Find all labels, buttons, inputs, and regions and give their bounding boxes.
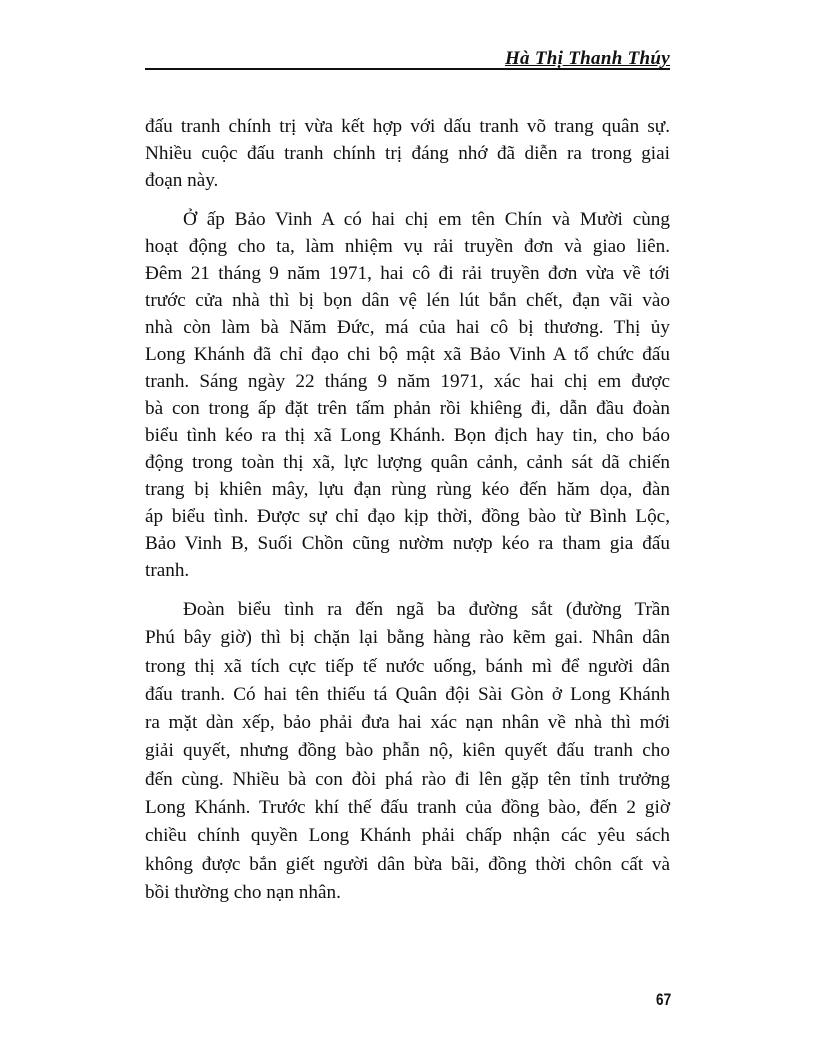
text-line: Đêm 21 tháng 9 năm 1971, hai cô đi rải truyền đơn vừa về tới [145, 263, 670, 284]
text-line: đến cùng. Nhiều bà con đòi phá rào đi lên gặp tên tỉnh trưởng [145, 768, 670, 790]
text-line: trước cửa nhà thì bị bọn dân vệ lén lút bắn chết, đạn vãi vào [145, 290, 670, 311]
text-line: động trong toàn thị xã, lực lượng quân cảnh, cảnh sát dã chiến [145, 452, 670, 473]
running-header [145, 44, 670, 70]
body-text [145, 113, 670, 919]
text-line: nhà còn làm bà Năm Đức, má của hai cô bị thương. Thị ủy [145, 317, 670, 338]
text-line: biểu tình kéo ra thị xã Long Khánh. Bọn địch hay tin, cho báo [145, 425, 670, 446]
page-number: 67 [656, 990, 672, 1009]
text-line: tranh. [145, 560, 190, 581]
text-line: giải quyết, nhưng đồng bào phẫn nộ, kiên quyết đấu tranh cho [145, 740, 670, 762]
text-line: Nhiều cuộc đấu tranh chính trị đáng nhớ đã diễn ra trong giai [145, 143, 670, 164]
text-line: Đoàn biểu tình ra đến ngã ba đường sắt (đường Trần [183, 599, 670, 620]
text-line: Bảo Vinh B, Suối Chồn cũng nườm nượp kéo ra tham gia đấu [145, 533, 670, 554]
text-line: trang bị khiên mây, lựu đạn rùng rùng kéo đến hăm dọa, đàn [145, 479, 670, 500]
text-line: tranh. Sáng ngày 22 tháng 9 năm 1971, xác hai chị em được [145, 371, 670, 392]
text-line: áp biểu tình. Được sự chỉ đạo kịp thời, đồng bào từ Bình Lộc, [145, 506, 670, 527]
paragraph [145, 113, 670, 194]
text-line: Phú bây giờ) thì bị chặn lại bằng hàng rào kẽm gai. Nhân dân [145, 627, 670, 649]
paragraph [145, 206, 670, 584]
paragraph [145, 596, 670, 907]
text-line: đoạn này. [145, 170, 219, 191]
text-line: đấu tranh chính trị vừa kết hợp với dấu tranh võ trang quân sự. [145, 116, 670, 137]
text-line: Long Khánh đã chỉ đạo chi bộ mật xã Bảo Vinh A tổ chức đấu [145, 344, 670, 365]
running-title: Hà Thị Thanh Thúy [504, 48, 670, 69]
text-line: chiều chính quyền Long Khánh phải chấp nhận các yêu sách [145, 825, 670, 847]
text-line: ra mặt dàn xếp, bảo phải đưa hai xác nạn nhân về nhà thì mới [145, 712, 670, 734]
text-line: bà con trong ấp đặt trên tấm phản rồi khiêng đi, dẫn đầu đoàn [145, 398, 670, 419]
text-line: Ở ấp Bảo Vinh A có hai chị em tên Chín và Mười cùng [183, 209, 670, 230]
text-line: không được bắn giết người dân bừa bãi, đồng thời chôn cất và [145, 853, 670, 875]
text-line: hoạt động cho ta, làm nhiệm vụ rải truyền đơn và giao liên. [145, 236, 670, 257]
text-line: bồi thường cho nạn nhân. [145, 881, 341, 903]
text-line: đấu tranh. Có hai tên thiếu tá Quân đội Sài Gòn ở Long Khánh [145, 683, 670, 705]
text-line: Long Khánh. Trước khí thế đấu tranh của đồng bào, đến 2 giờ [145, 797, 670, 819]
text-line: trong thị xã tích cực tiếp tế nước uống, bánh mì để người dân [145, 655, 670, 677]
